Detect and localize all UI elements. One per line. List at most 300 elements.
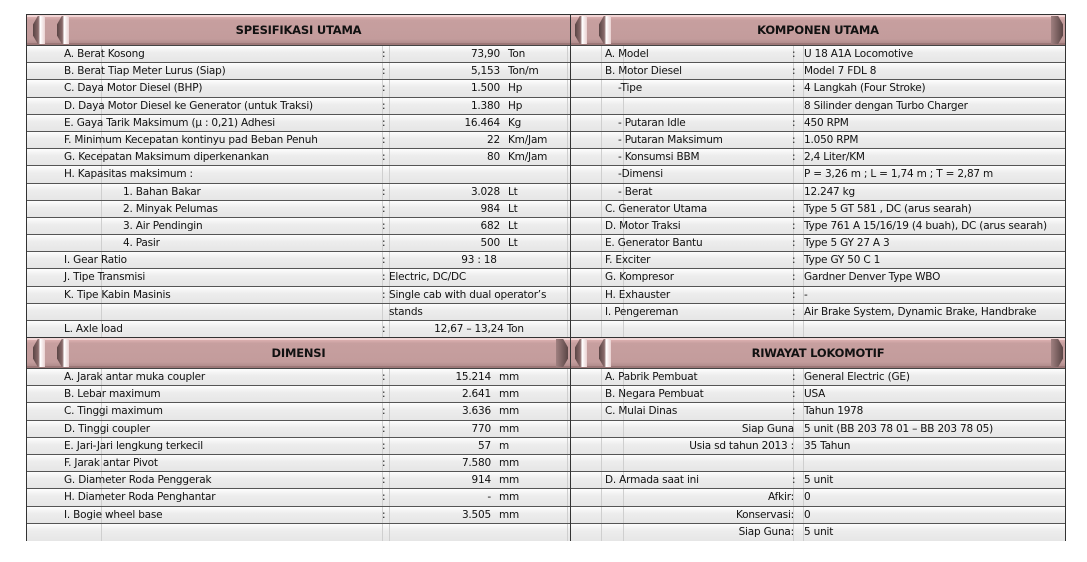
row-unit: Lt — [508, 202, 518, 215]
colon-separator: : — [382, 99, 386, 112]
row-label: E. Gaya Tarik Maksimum (µ : 0,21) Adhesi — [64, 116, 276, 129]
cell-divider — [389, 46, 390, 62]
row-label: F. Minimum Kecepatan kontinyu pad Beban Penuh — [64, 133, 318, 146]
row-unit: mm — [499, 474, 520, 487]
table-row — [27, 472, 570, 489]
cell-divider — [382, 304, 383, 320]
row-label: G. Diameter Roda Penggerak — [64, 474, 212, 487]
cell-divider — [389, 369, 390, 385]
table-row — [571, 166, 1065, 183]
cell-divider — [567, 524, 568, 541]
row-unit: Ton/m — [508, 65, 539, 78]
cell-divider — [601, 472, 602, 488]
colon-separator: : — [382, 439, 386, 452]
row-value: 0 — [804, 491, 811, 504]
table-row — [571, 63, 1065, 80]
cell-divider — [389, 201, 390, 217]
row-value: Type GY 50 C 1 — [804, 254, 881, 267]
row-unit: mm — [499, 405, 520, 418]
row-label: - Berat — [618, 185, 653, 198]
row-value: 914 — [471, 474, 491, 487]
row-value: 5,153 — [470, 65, 500, 78]
cell-divider — [601, 184, 602, 200]
table-row — [571, 304, 1065, 321]
cell-divider — [567, 403, 568, 419]
cell-divider — [793, 455, 794, 471]
cell-divider — [567, 218, 568, 234]
row-value: 16.464 — [464, 116, 500, 129]
row-value: Type 5 GT 581 , DC (arus searah) — [804, 202, 972, 215]
cell-divider — [567, 507, 568, 523]
cell-divider — [601, 524, 602, 541]
row-value: 3.636 — [461, 405, 491, 418]
cell-divider — [803, 455, 804, 471]
row-value: 5 unit — [804, 474, 834, 487]
row-value: 770 — [471, 422, 491, 435]
cell-divider — [601, 489, 602, 505]
table-row — [571, 472, 1065, 489]
row-label: I. Bogie wheel base — [64, 508, 163, 521]
colon-separator: : — [382, 388, 386, 401]
row-label: 3. Air Pendingin — [123, 219, 203, 232]
cell-divider — [623, 455, 624, 471]
table-row — [571, 369, 1065, 386]
table-row — [571, 252, 1065, 269]
colon-separator: : — [792, 116, 796, 129]
cell-divider — [623, 421, 624, 437]
cell-divider — [567, 149, 568, 165]
table-row — [571, 80, 1065, 97]
panel-komponen-utama — [570, 14, 1066, 338]
row-value: 500 — [480, 237, 500, 250]
cell-divider — [101, 304, 102, 320]
row-value: 4 Langkah (Four Stroke) — [804, 82, 926, 95]
cell-divider — [382, 524, 383, 541]
cell-divider — [601, 321, 602, 338]
cell-divider — [389, 489, 390, 505]
cell-divider — [389, 166, 390, 182]
cell-divider — [601, 235, 602, 251]
row-value: General Electric (GE) — [804, 371, 910, 383]
row-value: Type 5 GY 27 A 3 — [804, 237, 890, 250]
cell-divider — [601, 63, 602, 79]
row-label: B. Berat Tiap Meter Lurus (Siap) — [64, 65, 226, 78]
row-unit: m — [499, 439, 510, 452]
cell-divider — [567, 80, 568, 96]
cell-divider — [623, 438, 624, 454]
row-label: C. Daya Motor Diesel (BHP) — [64, 82, 203, 95]
colon-separator: : — [382, 456, 386, 469]
row-value: 93 : 18 — [461, 254, 497, 267]
row-label: D. Armada saat ini — [605, 474, 699, 487]
row-value: 15.214 — [455, 371, 491, 383]
table-row — [27, 304, 570, 321]
row-unit: Kg — [508, 116, 522, 129]
row-label: Konservasi: — [735, 508, 794, 521]
cell-divider — [601, 304, 602, 320]
table-row — [27, 166, 570, 183]
row-value: 7.580 — [461, 456, 491, 469]
table-row — [27, 524, 570, 541]
row-value: Type 761 A 15/16/19 (4 buah), DC (arus searah) — [804, 219, 1047, 232]
cell-divider — [567, 46, 568, 62]
table-row — [27, 184, 570, 201]
cell-divider — [567, 369, 568, 385]
row-value: 8 Silinder dengan Turbo Charger — [804, 99, 968, 112]
row-unit: mm — [499, 456, 520, 469]
row-value: 682 — [480, 219, 500, 232]
row-label: Afkir: — [768, 491, 794, 504]
cell-divider — [623, 321, 624, 338]
row-label: I. Gear Ratio — [64, 254, 127, 267]
table-row — [571, 132, 1065, 149]
panel-dimensi — [26, 337, 571, 541]
row-unit: Ton — [508, 48, 526, 60]
row-label: G. Kecepatan Maksimum diperkenankan — [64, 151, 269, 164]
table-row — [571, 235, 1065, 252]
cell-divider — [601, 403, 602, 419]
table-row — [571, 438, 1065, 455]
table-row — [27, 149, 570, 166]
colon-separator: : — [792, 288, 796, 301]
cell-divider — [793, 321, 794, 338]
cell-divider — [101, 184, 102, 200]
cell-divider — [567, 63, 568, 79]
section-title: SPESIFIKASI UTAMA — [235, 23, 362, 37]
colon-separator: : — [792, 65, 796, 78]
cell-divider — [567, 304, 568, 320]
colon-separator: : — [792, 219, 796, 232]
row-label: Siap Guna — [741, 422, 794, 435]
colon-separator: : — [792, 82, 796, 95]
row-label: 2. Minyak Pelumas — [123, 202, 218, 215]
row-value: 1.050 RPM — [804, 133, 859, 146]
cell-divider — [389, 98, 390, 114]
cell-divider — [601, 438, 602, 454]
row-label: C. Mulai Dinas — [605, 405, 678, 418]
panel-riwayat-lokomotif — [570, 337, 1066, 541]
row-value: 1.380 — [470, 99, 500, 112]
colon-separator: : — [792, 271, 796, 284]
table-row — [27, 63, 570, 80]
colon-separator: : — [382, 405, 386, 418]
row-label: A. Pabrik Pembuat — [605, 371, 698, 383]
table-row — [27, 98, 570, 115]
row-label: L. Axle load — [64, 323, 123, 335]
cell-divider — [623, 489, 624, 505]
row-value: 0 — [804, 508, 811, 521]
row-unit: Lt — [508, 219, 518, 232]
cell-divider — [101, 201, 102, 217]
row-value: 12,67 – 13,24 Ton — [434, 323, 524, 335]
row-value: stands — [389, 305, 423, 318]
table-row — [27, 46, 570, 63]
row-label: F. Jarak antar Pivot — [64, 456, 158, 469]
row-value: P = 3,26 m ; L = 1,74 m ; T = 2,87 m — [804, 168, 994, 181]
cell-divider — [567, 166, 568, 182]
row-value: 3.028 — [470, 185, 500, 198]
cell-divider — [601, 218, 602, 234]
cell-divider — [567, 472, 568, 488]
cell-divider — [389, 63, 390, 79]
row-label: D. Motor Traksi — [605, 219, 681, 232]
colon-separator: : — [792, 305, 796, 318]
row-label: E. Generator Bantu — [605, 237, 703, 250]
row-value: 450 RPM — [804, 116, 849, 129]
colon-separator: : — [382, 508, 386, 521]
cell-divider — [601, 98, 602, 114]
row-label: B. Motor Diesel — [605, 65, 682, 78]
row-unit: mm — [499, 371, 520, 383]
row-value: 2.641 — [461, 388, 491, 401]
row-unit: Lt — [508, 185, 518, 198]
colon-separator: : — [382, 491, 386, 504]
table-row — [27, 269, 570, 286]
row-value: Tahun 1978 — [804, 405, 864, 418]
cell-divider — [601, 132, 602, 148]
row-label: -Tipe — [618, 82, 642, 95]
table-row — [27, 321, 570, 338]
row-label: Siap Guna: — [738, 525, 794, 538]
section-title: KOMPONEN UTAMA — [757, 23, 879, 37]
colon-separator: : — [382, 323, 386, 335]
row-value: Single cab with dual operator’s — [389, 288, 547, 301]
colon-separator: : — [382, 133, 386, 146]
cell-divider — [389, 421, 390, 437]
row-label: A. Jarak antar muka coupler — [64, 371, 206, 383]
colon-separator: : — [792, 388, 796, 401]
cell-divider — [793, 98, 794, 114]
cell-divider — [601, 46, 602, 62]
cell-divider — [567, 269, 568, 285]
colon-separator: : — [382, 151, 386, 164]
cell-divider — [567, 287, 568, 303]
cell-divider — [623, 524, 624, 541]
table-row — [571, 403, 1065, 420]
row-value: 1.500 — [470, 82, 500, 95]
colon-separator: : — [382, 474, 386, 487]
table-row — [27, 201, 570, 218]
row-value: - — [487, 491, 491, 504]
cell-divider — [601, 252, 602, 268]
section-title: RIWAYAT LOKOMOTIF — [751, 346, 885, 360]
colon-separator: : — [382, 254, 386, 267]
row-label: B. Negara Pembuat — [605, 388, 704, 401]
colon-separator: : — [382, 219, 386, 232]
cell-divider — [601, 115, 602, 131]
row-label: B. Lebar maximum — [64, 388, 161, 401]
table-row — [27, 80, 570, 97]
cell-divider — [567, 201, 568, 217]
row-value: 22 — [487, 133, 500, 146]
row-label: A. Berat Kosong — [64, 48, 145, 60]
row-label: G. Kompresor — [605, 271, 674, 284]
table-row — [571, 489, 1065, 506]
cell-divider — [567, 115, 568, 131]
cell-divider — [567, 132, 568, 148]
cell-divider — [567, 184, 568, 200]
colon-separator: : — [792, 202, 796, 215]
cell-divider — [567, 455, 568, 471]
row-label: E. Jari-Jari lengkung terkecil — [64, 439, 203, 452]
colon-separator: : — [382, 288, 386, 301]
table-row — [571, 455, 1065, 472]
row-value: Electric, DC/DC — [389, 271, 466, 284]
row-value: 984 — [480, 202, 500, 215]
colon-separator: : — [382, 271, 386, 284]
cell-divider — [567, 421, 568, 437]
table-row — [27, 115, 570, 132]
row-value: Air Brake System, Dynamic Brake, Handbrake — [804, 305, 1037, 318]
table-row — [571, 321, 1065, 338]
row-unit: Km/Jam — [508, 151, 548, 164]
cell-divider — [623, 98, 624, 114]
table-row — [27, 386, 570, 403]
cell-divider — [623, 507, 624, 523]
cell-divider — [601, 455, 602, 471]
colon-separator: : — [382, 48, 386, 60]
cell-divider — [389, 184, 390, 200]
table-row — [27, 235, 570, 252]
colon-separator: : — [792, 237, 796, 250]
table-row — [27, 507, 570, 524]
cell-divider — [601, 201, 602, 217]
colon-separator: : — [382, 185, 386, 198]
row-label: H. Kapasitas maksimum : — [64, 168, 193, 181]
row-value: 35 Tahun — [804, 439, 851, 452]
row-label: - Putaran Maksimum — [618, 133, 723, 146]
row-value: 80 — [487, 151, 500, 164]
row-label: 4. Pasir — [123, 237, 160, 250]
row-label: H. Diameter Roda Penghantar — [64, 491, 216, 504]
row-value: 12.247 kg — [804, 185, 856, 198]
row-label: - Putaran Idle — [618, 116, 686, 129]
row-value: 2,4 Liter/KM — [804, 151, 865, 164]
table-row — [571, 115, 1065, 132]
row-label: K. Tipe Kabin Masinis — [64, 288, 171, 301]
cell-divider — [101, 524, 102, 541]
cell-divider — [601, 507, 602, 523]
colon-separator: : — [382, 82, 386, 95]
row-unit: mm — [499, 388, 520, 401]
cell-divider — [601, 287, 602, 303]
row-value: 73,90 — [470, 48, 500, 60]
table-row — [571, 201, 1065, 218]
table-row — [27, 438, 570, 455]
table-row — [571, 269, 1065, 286]
row-unit: Hp — [508, 82, 523, 95]
table-row — [571, 386, 1065, 403]
cell-divider — [389, 115, 390, 131]
table-row — [571, 524, 1065, 541]
row-unit: mm — [499, 491, 520, 504]
cell-divider — [567, 235, 568, 251]
row-value: U 18 A1A Locomotive — [804, 48, 913, 60]
table-row — [571, 184, 1065, 201]
colon-separator: : — [382, 237, 386, 250]
table-row — [27, 489, 570, 506]
row-value: Model 7 FDL 8 — [804, 65, 877, 78]
table-row — [27, 403, 570, 420]
row-label: J. Tipe Transmisi — [64, 271, 146, 284]
row-label: D. Tinggi coupler — [64, 422, 150, 435]
colon-separator: : — [382, 116, 386, 129]
table-row — [27, 421, 570, 438]
row-value: 3.505 — [461, 508, 491, 521]
row-value: 57 — [478, 439, 491, 452]
cell-divider — [389, 403, 390, 419]
cell-divider — [601, 421, 602, 437]
cell-divider — [389, 218, 390, 234]
cell-divider — [389, 80, 390, 96]
row-label: F. Exciter — [605, 254, 651, 267]
row-label: - Konsumsi BBM — [618, 151, 700, 164]
row-label: C. Generator Utama — [605, 202, 707, 215]
cell-divider — [389, 455, 390, 471]
row-label: C. Tinggi maximum — [64, 405, 163, 418]
cell-divider — [389, 386, 390, 402]
table-row — [571, 421, 1065, 438]
table-row — [27, 218, 570, 235]
colon-separator: : — [792, 48, 796, 60]
row-label: -Dimensi — [618, 168, 663, 181]
section-title: DIMENSI — [271, 346, 326, 360]
row-unit: mm — [499, 422, 520, 435]
colon-separator: : — [792, 371, 796, 383]
table-row — [571, 287, 1065, 304]
cell-divider — [803, 321, 804, 338]
section-header-dimensi — [27, 338, 570, 369]
row-unit: Lt — [508, 237, 518, 250]
cell-divider — [389, 149, 390, 165]
colon-separator: : — [382, 65, 386, 78]
panel-spesifikasi-utama — [26, 14, 571, 338]
row-label: A. Model — [605, 48, 649, 60]
table-row — [27, 287, 570, 304]
cell-divider — [567, 438, 568, 454]
row-label: 1. Bahan Bakar — [123, 185, 201, 198]
colon-separator: : — [792, 133, 796, 146]
cell-divider — [101, 235, 102, 251]
row-value: USA — [804, 388, 826, 401]
colon-separator: : — [792, 151, 796, 164]
cell-divider — [567, 386, 568, 402]
colon-separator: : — [382, 422, 386, 435]
cell-divider — [793, 166, 794, 182]
table-row — [571, 218, 1065, 235]
row-label: H. Exhauster — [605, 288, 670, 301]
cell-divider — [382, 166, 383, 182]
colon-separator: : — [792, 405, 796, 418]
table-row — [27, 369, 570, 386]
colon-separator: : — [792, 474, 796, 487]
cell-divider — [389, 438, 390, 454]
cell-divider — [101, 218, 102, 234]
cell-divider — [601, 80, 602, 96]
row-unit: mm — [499, 508, 520, 521]
row-label: D. Daya Motor Diesel ke Generator (untuk Traksi) — [64, 99, 313, 112]
section-header-riwayat — [571, 338, 1065, 369]
colon-separator: : — [382, 202, 386, 215]
colon-separator: : — [382, 371, 386, 383]
cell-divider — [389, 132, 390, 148]
row-label: I. Pengereman — [605, 305, 679, 318]
row-unit: Km/Jam — [508, 133, 548, 146]
row-value: 5 unit (BB 203 78 01 – BB 203 78 05) — [804, 422, 993, 435]
cell-divider — [389, 524, 390, 541]
cell-divider — [389, 472, 390, 488]
table-row — [27, 455, 570, 472]
